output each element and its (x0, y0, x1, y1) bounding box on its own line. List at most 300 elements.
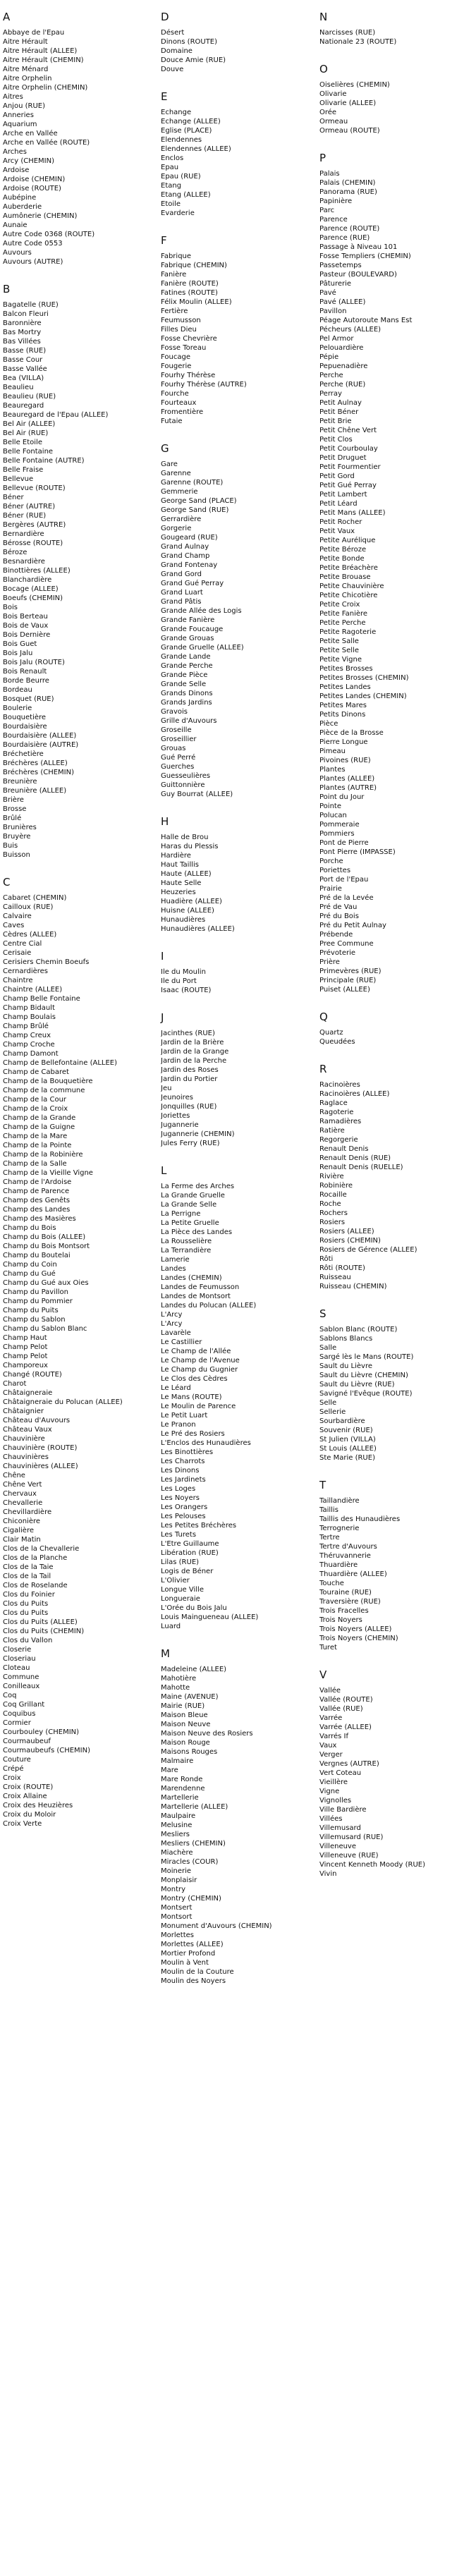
street-name: Champ des Masières (3, 1215, 76, 1223)
street-name: Tertre (319, 1534, 340, 1542)
street-name: Pivoines (RUE) (319, 757, 371, 764)
street-name: Champ Creux (3, 1032, 51, 1039)
street-name: Belle Fontaine (3, 448, 54, 456)
street-name: Taillis des Hunaudières (319, 1515, 401, 1523)
street-name: Champ Pelot (3, 1343, 48, 1351)
street-name: Rosiers (319, 1219, 346, 1226)
street-name: Les Pelouses (161, 1513, 206, 1520)
street-name: Haras du Plessis (161, 843, 219, 850)
street-name: Fosse Toreau (161, 344, 207, 352)
street-name: Jacinthes (RUE) (161, 1030, 215, 1037)
street-name: Pièce (319, 720, 338, 728)
street-name: Jugannerie (CHEMIN) (161, 1130, 235, 1138)
letter-section (161, 10, 312, 74)
street-name: Closerie (3, 1646, 32, 1654)
street-name: Ramadières (319, 1118, 362, 1125)
street-name: Trois Noyers (ALLEE) (319, 1625, 392, 1633)
street-name: Perray (319, 390, 342, 398)
letter-section (161, 1011, 312, 1148)
street-name: Vergnes (AUTRE) (319, 1760, 379, 1768)
street-name: Renault Denis (319, 1145, 369, 1153)
street-name: Bois Jalu (3, 649, 33, 657)
street-name: Désert (161, 29, 185, 37)
street-name: Clos du Foinier (3, 1591, 55, 1599)
letter-section (161, 441, 312, 799)
street-name: Perche (RUE) (319, 381, 366, 389)
index-column-3 (317, 10, 476, 2001)
street-name: Champ de Cabaret (3, 1068, 69, 1076)
street-name: Champ du Pommier (3, 1298, 73, 1305)
street-name: Petite Fanière (319, 610, 368, 618)
street-name: Belle Etoile (3, 439, 42, 446)
street-name: Lavarèle (161, 1329, 191, 1337)
street-name: Panorama (RUE) (319, 188, 377, 196)
section-letter-heading: T (319, 1479, 327, 1491)
street-name: Félix Moulin (ALLEE) (161, 298, 232, 306)
street-name: Maulpaire (161, 1812, 196, 1820)
street-name: Petit Brie (319, 417, 352, 425)
street-name: Le Champ du Gugnier (161, 1366, 238, 1374)
street-name: Chêne (3, 1472, 25, 1479)
street-name: Les Jardinets (161, 1476, 206, 1484)
street-name: Brûlé (3, 814, 22, 822)
street-name: Petite Aurélique (319, 537, 376, 544)
street-name: Taillandière (319, 1497, 360, 1505)
street-list (319, 1080, 472, 1291)
street-name: Clos du Puits (3, 1609, 49, 1617)
section-letter-heading: P (319, 152, 327, 164)
street-name: Orée (319, 109, 337, 116)
street-name: Aumônerie (CHEMIN) (3, 212, 78, 220)
street-name: Logis de Béner (161, 1568, 214, 1575)
section-letter-heading: B (3, 283, 11, 295)
street-name: Cèdres (ALLEE) (3, 931, 57, 939)
street-name: Gerrardière (161, 515, 202, 523)
street-name: Pasteur (BOULEVARD) (319, 271, 397, 279)
street-name: Bas Mortry (3, 329, 42, 336)
street-name: Foucage (161, 353, 190, 361)
street-name: Bourdaisière (3, 723, 47, 731)
street-name: Verger (319, 1751, 343, 1759)
street-name: Melusine (161, 1821, 193, 1829)
section-letter-heading: M (161, 1647, 170, 1660)
street-name: Bernardière (3, 530, 44, 538)
street-name: Bocage (ALLEE) (3, 585, 59, 593)
street-name: Champ du Sablon (3, 1316, 66, 1324)
street-name: La Ferme des Arches (161, 1183, 235, 1190)
street-name: Petite Perche (319, 619, 366, 627)
street-name: Ragoterie (319, 1109, 354, 1116)
street-name: Petite Bonde (319, 555, 365, 563)
street-name: Guy Bourrat (ALLEE) (161, 790, 233, 798)
street-name: Clair Matin (3, 1536, 41, 1544)
street-name: Pavillon (319, 307, 347, 315)
street-name: Chevallerie (3, 1499, 43, 1507)
street-name: Jardin de la Grange (161, 1048, 229, 1056)
street-name: Champ de la Pointe (3, 1142, 72, 1149)
street-list (161, 28, 312, 74)
street-name: Guittonnière (161, 781, 205, 789)
street-name: Maison Rouge (161, 1739, 210, 1747)
street-name: Fourteaux (161, 399, 197, 407)
street-name: Petite Vigne (319, 656, 362, 664)
street-name: Groseille (161, 726, 192, 734)
street-name: Croix Allaine (3, 1793, 47, 1800)
section-letter-heading: H (161, 815, 169, 828)
street-name: Futaie (161, 417, 183, 425)
street-name: Salle (319, 1344, 337, 1352)
street-name: Couture (3, 1756, 31, 1764)
street-name: Queudées (319, 1038, 355, 1046)
street-name: Petite Bréachère (319, 564, 378, 572)
street-name: Ormeau (319, 118, 348, 126)
street-name: Bois Guet (3, 640, 37, 648)
street-name: Hunaudières (161, 916, 206, 924)
street-name: St Julien (VILLA) (319, 1436, 376, 1443)
street-name: St Louis (ALLEE) (319, 1445, 377, 1453)
street-name: Petites Brosses (CHEMIN) (319, 674, 409, 682)
street-name: Oiselières (CHEMIN) (319, 81, 390, 89)
section-letter-heading: N (319, 11, 328, 23)
street-name: Le Petit Luart (161, 1412, 208, 1420)
street-name: Champ Belle Fontaine (3, 995, 80, 1003)
street-name: Isaac (ROUTE) (161, 987, 212, 994)
street-name: Blanchardière (3, 576, 52, 584)
street-name: Bérosse (ROUTE) (3, 539, 63, 547)
street-name: Grands Dinons (161, 690, 213, 697)
street-name: Béroze (3, 549, 28, 556)
street-name: Le Champ de l'Avenue (161, 1357, 240, 1365)
street-name: Breunière (ALLEE) (3, 787, 67, 795)
street-name: Abbaye de l'Epau (3, 29, 65, 37)
street-name: Vigne (319, 1788, 340, 1795)
street-name: Le Castillier (161, 1338, 202, 1346)
street-name: Luard (161, 1623, 181, 1630)
street-name: Prévoterie (319, 949, 356, 957)
street-name: Les Turets (161, 1531, 197, 1539)
street-name: Rochers (319, 1209, 348, 1217)
street-name: Les Orangers (161, 1503, 208, 1511)
section-letter-heading: O (319, 63, 328, 75)
street-name: Les Charrots (161, 1458, 205, 1465)
street-name: Petite Chauvinière (319, 582, 384, 590)
street-name: Evarderie (161, 209, 195, 217)
street-name: Petite Béroze (319, 546, 367, 554)
street-name: Grand Luart (161, 589, 203, 597)
street-name: Sault du Lièvre (CHEMIN) (319, 1372, 408, 1379)
street-name: Landes de Feumusson (161, 1283, 240, 1291)
street-name: Les Loges (161, 1485, 196, 1493)
street-name: Bois de Vaux (3, 622, 49, 630)
street-name: Petite Croix (319, 601, 360, 609)
street-name: Anneries (3, 111, 34, 119)
street-name: Champ de Bellefontaine (ALLEE) (3, 1059, 118, 1067)
street-name: Champ de la Vieille Vigne (3, 1169, 93, 1177)
street-name: Brunières (3, 824, 37, 831)
section-letter-heading: J (161, 1011, 164, 1024)
section-letter-heading: D (161, 11, 169, 23)
street-name: Bel Air (ALLEE) (3, 420, 56, 428)
street-name: Echange (ALLEE) (161, 118, 221, 126)
street-name: Olivarie (319, 90, 347, 98)
street-name: Chaintre (ALLEE) (3, 986, 63, 994)
street-name: Aitre Orphelin (3, 75, 52, 83)
street-name: Grand Fontenay (161, 561, 218, 569)
street-name: Champ Brûlé (3, 1023, 49, 1030)
street-name: Jugannerie (161, 1121, 199, 1129)
street-name: La Perrigne (161, 1210, 201, 1218)
section-letter-heading: R (319, 1063, 327, 1075)
street-name: Etoile (161, 200, 181, 208)
street-name: Racinoières (ALLEE) (319, 1090, 390, 1098)
street-name: Plantes (319, 766, 346, 774)
letter-section (161, 233, 312, 426)
street-name: Martellerie (ALLEE) (161, 1803, 228, 1811)
street-name: Grands Jardins (161, 699, 212, 707)
street-name: Clos du Puits (3, 1600, 49, 1608)
street-name: Filles Dieu (161, 326, 197, 334)
letter-section (319, 151, 472, 994)
street-name: Turet (319, 1644, 337, 1652)
street-name: Petit Léard (319, 500, 358, 508)
street-list (319, 1325, 472, 1463)
street-name: Les Noyers (161, 1494, 200, 1502)
street-name: Champ de la commune (3, 1087, 85, 1094)
street-name: Ruisseau (319, 1274, 351, 1281)
street-name: Olivarie (ALLEE) (319, 99, 377, 107)
street-name: Grande Selle (161, 680, 207, 688)
street-name: Traversière (RUE) (319, 1598, 381, 1606)
street-name: Arche en Vallée (ROUTE) (3, 139, 90, 147)
street-list (161, 1665, 312, 1986)
street-name: Fromentière (161, 408, 204, 416)
street-name: La Rousselière (161, 1238, 212, 1245)
street-name: Arche en Vallée (3, 130, 58, 138)
street-name: Pièce de la Brosse (319, 729, 384, 737)
street-name: Croix du Moloir (3, 1811, 56, 1819)
street-name: Champ Damont (3, 1050, 59, 1058)
street-name: Dinons (ROUTE) (161, 38, 218, 46)
street-name: Champ du Bois (ALLEE) (3, 1233, 86, 1241)
street-name: Haute Selle (161, 879, 202, 887)
street-list (161, 252, 312, 426)
street-name: Sargé lès le Mans (ROUTE) (319, 1353, 414, 1361)
section-letter-heading: L (161, 1164, 167, 1177)
street-name: Cerisaie (3, 949, 32, 957)
street-name: Pepuenadière (319, 362, 368, 370)
street-name: Chervaux (3, 1490, 37, 1498)
street-name: Champ du Bois Montsort (3, 1243, 90, 1250)
street-name: Marendenne (161, 1785, 205, 1793)
street-name: Vallée (RUE) (319, 1705, 363, 1713)
street-name: Aitre Hérault (CHEMIN) (3, 56, 84, 64)
street-name: Longue Ville (161, 1586, 204, 1594)
street-name: Varrés If (319, 1733, 349, 1740)
street-name: Buisson (3, 851, 30, 859)
street-name: Courmaubeuf (3, 1738, 51, 1745)
street-name: Champ de la Mare (3, 1133, 68, 1140)
street-name: Bréchères (CHEMIN) (3, 769, 75, 776)
street-name: Mare (161, 1766, 178, 1774)
street-name: Savigné l'Evêque (ROUTE) (319, 1390, 413, 1398)
street-name: Belle Fraise (3, 466, 44, 474)
street-name: La Grande Gruelle (161, 1192, 225, 1200)
street-name: Vivin (319, 1870, 337, 1878)
street-name: Polucan (319, 812, 347, 819)
street-name: Autre Code 0553 (3, 240, 63, 248)
street-name: Grand Gué Perray (161, 580, 224, 587)
letter-section (3, 10, 154, 267)
street-name: Cormier (3, 1719, 31, 1727)
street-name: Vaux (319, 1742, 337, 1750)
street-name: Gare (161, 460, 178, 468)
street-name: Bergères (AUTRE) (3, 521, 66, 529)
street-name: Chêne Vert (3, 1481, 42, 1489)
letter-section (3, 282, 154, 860)
street-name: Petit Aulnay (319, 399, 362, 407)
street-name: Jonquilles (RUE) (161, 1103, 217, 1111)
street-name: Pavé (ALLEE) (319, 298, 366, 306)
street-name: Aitre Orphelin (CHEMIN) (3, 84, 88, 92)
street-name: Chaintre (3, 977, 33, 984)
street-name: Poriettes (319, 867, 351, 874)
street-name: Bouquetière (3, 714, 47, 721)
street-name: Jardin des Roses (161, 1066, 219, 1074)
street-name: Echange (161, 109, 192, 116)
street-name: Libération (RUE) (161, 1549, 219, 1557)
street-name: Maine (AVENUE) (161, 1693, 219, 1701)
street-name: Petit Gord (319, 472, 355, 480)
street-name: Breunière (3, 778, 37, 786)
letter-section (161, 1164, 312, 1631)
street-name: Feumusson (161, 317, 201, 324)
street-name: Anjou (RUE) (3, 102, 45, 110)
street-name: Calvaire (3, 912, 32, 920)
street-name: Trois Noyers (319, 1616, 362, 1624)
street-name: Villées (319, 1815, 343, 1823)
street-name: Champ de la Robinière (3, 1151, 83, 1159)
street-name: Arcy (CHEMIN) (3, 157, 55, 165)
street-name: Clos de la Tail (3, 1573, 51, 1580)
street-name: Châtaigneraie du Polucan (ALLEE) (3, 1398, 123, 1406)
section-letter-heading: Q (319, 1011, 328, 1023)
street-name: Longueraie (161, 1595, 200, 1603)
street-name: La Petite Gruelle (161, 1219, 219, 1227)
street-name: L'Arcy (161, 1311, 183, 1319)
street-name: Champ Bidault (3, 1004, 55, 1012)
street-name: Fourhy Thérèse (AUTRE) (161, 381, 247, 389)
street-name: Souvenir (RUE) (319, 1427, 373, 1434)
street-name: Pré du Bois (319, 912, 359, 920)
street-name: Rocaille (319, 1191, 347, 1199)
street-name: Elendennes (161, 136, 202, 144)
street-name: Crépé (3, 1765, 24, 1773)
street-list (319, 169, 472, 994)
street-name: Cabaret (CHEMIN) (3, 894, 67, 902)
street-name: Champ du Gué (3, 1270, 56, 1278)
street-name: Péage Autoroute Mans Est (319, 317, 413, 324)
street-name: Petite Chicotière (319, 592, 378, 599)
street-name: Nationale 23 (ROUTE) (319, 38, 397, 46)
section-letter-heading: F (161, 234, 167, 247)
street-name: Pré de la Levée (319, 894, 374, 902)
street-name: Aitre Hérault (ALLEE) (3, 47, 78, 55)
street-name: Landes de Montsort (161, 1293, 231, 1300)
street-name: Champ des Landes (3, 1206, 71, 1214)
street-name: Clos du Puits (ALLEE) (3, 1618, 78, 1626)
street-name: Plantes (ALLEE) (319, 775, 375, 783)
street-name: Cerisiers Chemin Boeufs (3, 958, 90, 966)
street-name: Petite Brouase (319, 573, 371, 581)
street-name: Pâturerie (319, 280, 352, 288)
street-name: Villemusard (319, 1824, 361, 1832)
street-name: Jules Ferry (RUE) (161, 1140, 220, 1147)
street-name: Aitre Hérault (3, 38, 48, 46)
street-name: Petit Mans (ALLEE) (319, 509, 386, 517)
street-list (3, 28, 154, 267)
street-list (319, 1028, 472, 1046)
street-name: Plantes (AUTRE) (319, 784, 377, 792)
street-name: Mortier Profond (161, 1950, 216, 1958)
street-name: Chauvinière (ROUTE) (3, 1444, 78, 1452)
street-name: Petit Clos (319, 436, 353, 444)
street-name: Champ de la Cour (3, 1096, 67, 1104)
street-name: Champ de la Salle (3, 1160, 67, 1168)
street-name: Grand Champ (161, 552, 210, 560)
street-name: Petites Mares (319, 702, 367, 709)
street-name: Haut Taillis (161, 861, 199, 869)
street-name: Villeneuve (RUE) (319, 1852, 379, 1860)
letter-section (319, 1307, 472, 1463)
street-name: Cailloux (RUE) (3, 903, 54, 911)
street-list (319, 1496, 472, 1652)
street-name: Regorgerie (319, 1136, 358, 1144)
street-name: Moulin des Noyers (161, 1977, 226, 1985)
street-name: Renault Denis (RUELLE) (319, 1164, 403, 1171)
street-name: Jeunoires (161, 1094, 193, 1101)
street-name: L'Olivier (161, 1577, 190, 1585)
street-name: Les Binottières (161, 1448, 214, 1456)
street-name: Petit Rocher (319, 518, 362, 526)
street-list (319, 1686, 472, 1879)
street-list (161, 967, 312, 995)
street-name: Vert Coteau (319, 1769, 362, 1777)
street-name: Auvours (3, 249, 32, 257)
street-name: Conilleaux (3, 1683, 40, 1690)
street-name: Touche (319, 1580, 344, 1587)
street-name: Bas Villées (3, 338, 41, 346)
street-name: Vallée (ROUTE) (319, 1696, 373, 1704)
street-name: Mare Ronde (161, 1776, 203, 1783)
street-name: Prière (319, 958, 340, 966)
street-name: Champ de l'Ardoise (3, 1178, 72, 1186)
street-name: Jeu (161, 1085, 172, 1092)
street-name: Béner (AUTRE) (3, 503, 56, 511)
street-name: Pimeau (319, 747, 346, 755)
street-name: Pont Pierre (IMPASSE) (319, 848, 396, 856)
street-name: Auberderie (3, 203, 42, 211)
street-name: Renault Denis (RUE) (319, 1154, 391, 1162)
street-name: Jardin du Portier (161, 1075, 218, 1083)
street-name: Narcisses (RUE) (319, 29, 376, 37)
street-name: Coquibus (3, 1710, 36, 1718)
street-name: Mesliers (CHEMIN) (161, 1840, 226, 1848)
street-name: Parence (RUE) (319, 234, 370, 242)
street-list (161, 1029, 312, 1148)
street-name: Trois Fracelles (319, 1607, 369, 1615)
street-name: Landes du Polucan (ALLEE) (161, 1302, 257, 1310)
street-name: Petit Lambert (319, 491, 367, 499)
